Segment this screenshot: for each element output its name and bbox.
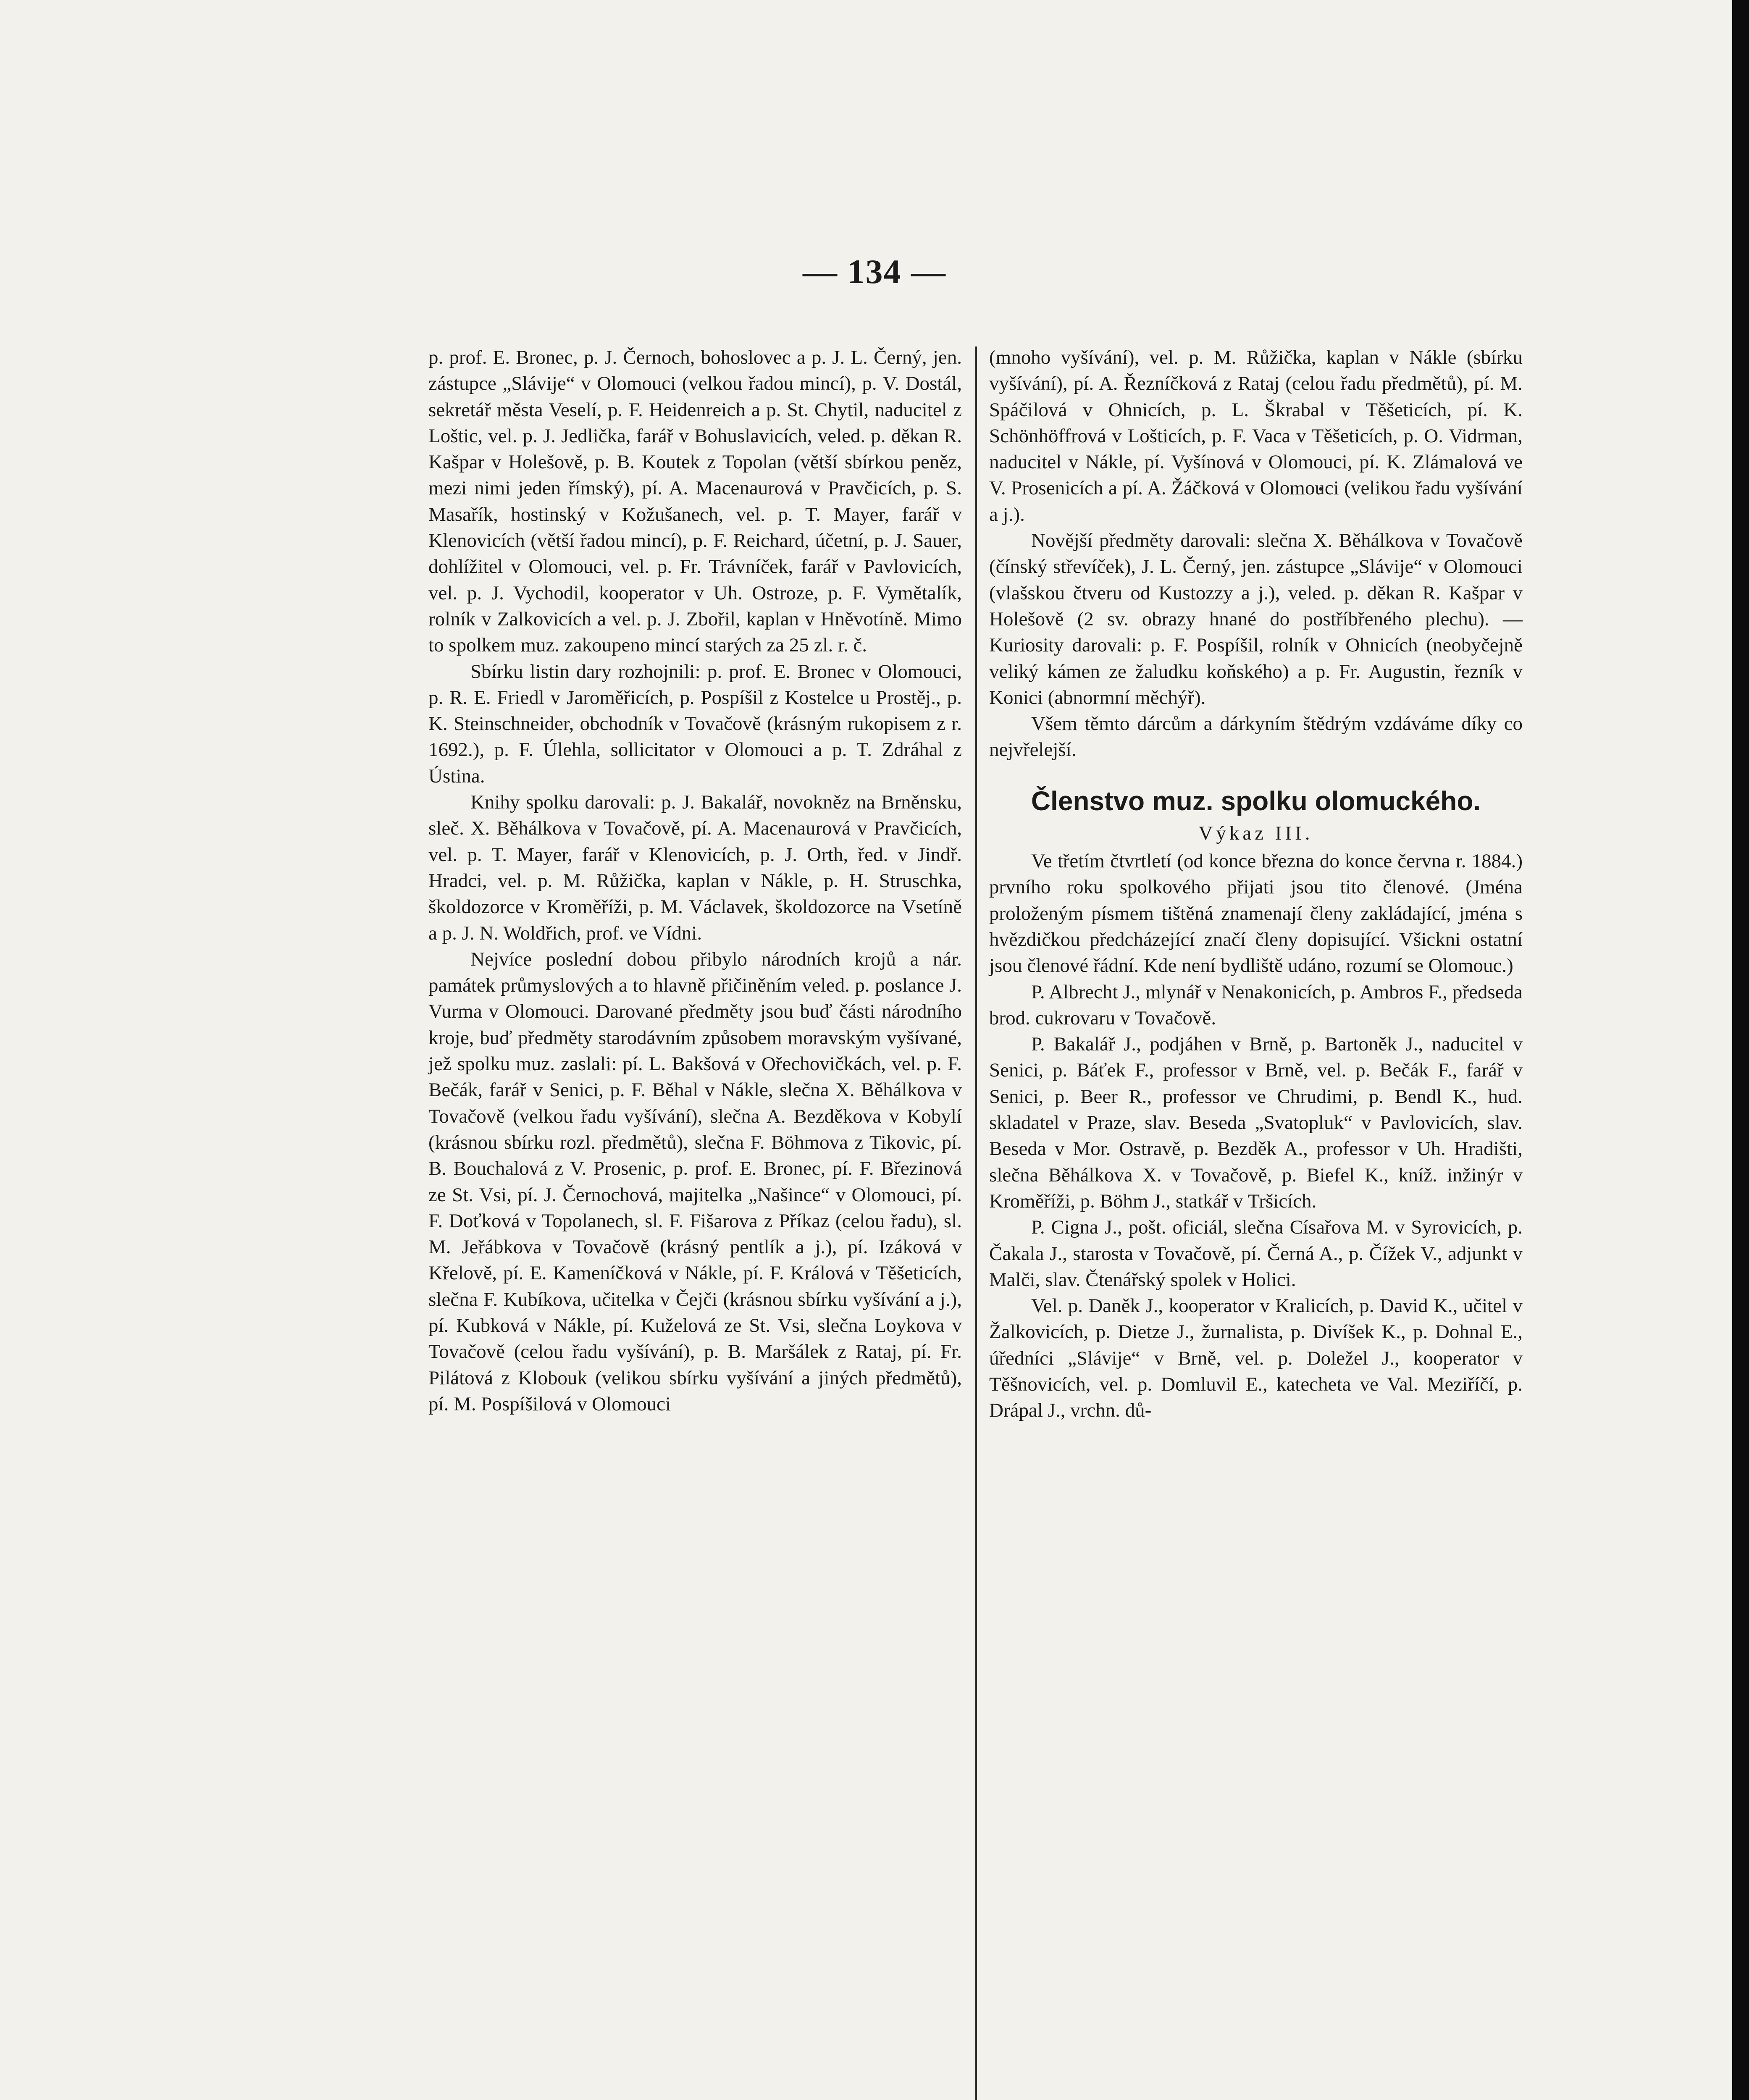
donor-paragraph: Sbírku listin dary rozhojnili: p. prof. E. Bronec v Olomouci, p. R. E. Friedl v Jaroměřicích, p. Pospíšil z Kostelce u Prostěj., p. K. Steinschneider, obchodník v Tovačově (krásným rukopisem z r. 1692.), p. F. Úlehla, sollicitator v Olomouci a p. T. Zdráhal z Ústina. (428, 660, 962, 787)
donor-paragraph: Novější předměty darovali: slečna X. Běhálkova v Tovačově (čínský střevíček), J. L. Černý, jen. zástupce „Slávije“ v Olomouci (vlašskou čtveru od Kustozzy a j.), veled. p. děkan R. Kašpar v Holešově (2 sv. obrazy hnané do postříbřeného plechu). — Kuriosity darovali: p. F. Pospíšil, rolník v Ohnicích (neobyčejně veliký kámen ze žaludku koňského) a p. Fr. Augustin, řezník v Konici (abnormní měchýř). (989, 530, 1523, 709)
intro-paragraph: Ve třetím čtvrtletí (od konce března do konce června r. 1884.) prvního roku spolkového přijati jsou tito členové. (Jména proloženým písmem tištěná znamenají členy zakládající, jména s hvězdičkou předcházející značí členy dopisující. Všickni ostatní jsou členové řádní. Kde není bydliště udáno, rozumí se Olomouc.) (989, 850, 1523, 977)
donor-paragraph: Knihy spolku darovali: p. J. Bakalář, novokněz na Brněnsku, sleč. X. Běhálkova v Tovačově, pí. A. Macenaurová v Pravčicích, vel. p. T. Mayer, farář v Klenovicích, p. J. Orth, řed. v Jindř. Hradci, vel. p. M. Růžička, kaplan v Nákle, p. H. Struschka, školdozorce v Kroměříži, p. M. Václavek, školdozorce na Vsetíně a p. J. N. Woldřich, prof. ve Vídni. (428, 791, 962, 944)
donor-paragraph: Nejvíce poslední dobou přibylo národních krojů a nár. památek průmyslových a to hlavně přičiněním veled. p. poslance J. Vurma v Olomouci. Darované předměty jsou buď části národního kroje, buď předměty starodávním způsobem moravským vyšívané, jež spolku muz. zaslali: pí. L. Bakšová v Ořechovičkách, vel. p. F. Bečák, farář v Senici, p. F. Běhal v Nákle, slečna X. Běhálkova v Tovačově (velkou řadu vyšívání), slečna A. Bezděkova v Kobylí (krásnou sbírku rozl. předmětů), slečna F. Böhmova z Tikovic, pí. B. Bouchalová z V. Prosenic, p. prof. E. Bronec, pí. F. Březinová ze St. Vsi, pí. J. Černochová, majitelka „Našince“ v Olomouci, pí. F. Doťková v Topolanech, sl. F. Fišarova z Příkaz (celou řadu), sl. M. Jeřábkova v Tovačově (krásný pentlík a j.), pí. Izáková v Křelově, pí. E. Kameníčková v Nákle, pí. F. Králová v Těšeticích, slečna F. Kubíkova, učitelka v Čejči (krásnou sbírku vyšívání a j.), pí. Kubková v Nákle, pí. Kuželová ze St. Vsi, slečna Loykova v Tovačově (celou řadu vyšívání), p. B. Maršálek z Rataj, pí. Fr. Pilátová z Klobouk (velikou sbírku vyšívání a jiných předmětů), pí. M. Pospíšilová v Olomouci (428, 948, 962, 1415)
column-divider (975, 346, 977, 2100)
right-column (989, 344, 1523, 1424)
page-number: — 134 — (803, 252, 946, 291)
member-list-paragraph: Vel. p. Daněk J., kooperator v Kralicích, p. David K., učitel v Žalkovicích, p. Dietze J., žurnalista, p. Divíšek K., p. Dohnal E., úředníci „Slávije“ v Brně, vel. p. Doležel J., kooperator v Těšnovicích, vel. p. Domluvil E., katecheta ve Val. Meziříčí, p. Drápal J., vrchn. dů- (989, 1295, 1523, 1422)
section-subheading: Výkaz III. (1198, 822, 1313, 844)
member-list-paragraph: P. Cigna J., pošt. oficiál, slečna Císařova M. v Syrovicích, p. Čakala J., starosta v Tovačově, pí. Černá A., p. Čížek V., adjunkt v Malči, slav. Čtenářský spolek v Holici. (989, 1216, 1523, 1291)
scan-right-edge (1732, 0, 1749, 2100)
section-heading: Členstvo muz. spolku olomuckého. (1031, 785, 1481, 816)
member-list-paragraph: P. Bakalář J., podjáhen v Brně, p. Bartoněk J., naducitel v Senici, p. Báťek F., professor v Brně, vel. p. Bečák F., farář v Senici, p. Beer R., professor ve Chrudimi, p. Bendl K., hud. skladatel v Praze, slav. Beseda „Svatopluk“ v Pavlovicích, slav. Beseda v Mor. Ostravě, p. Bezděk A., professor v Uh. Hradišti, slečna Běhálkova X. v Tovačově, p. Biefel K., kníž. inžinýr v Kroměříži, p. Böhm J., statkář v Tršicích. (989, 1033, 1523, 1212)
thanks-paragraph: Všem těmto dárcům a dárkyním štědrým vzdáváme díky co nejvřelejší. (989, 713, 1523, 761)
left-column (428, 344, 962, 1417)
member-list-paragraph: P. Albrecht J., mlynář v Nenakonicích, p. Ambros F., předseda brod. cukrovaru v Tovačově. (989, 981, 1523, 1029)
donor-paragraph: (mnoho vyšívání), vel. p. M. Růžička, kaplan v Nákle (sbírku vyšívání), pí. A. Řezníčková z Rataj (celou řadu předmětů), pí. M. Spáčilová v Ohnicích, p. L. Škrabal v Těšeticích, pí. K. Schönhöffrová v Lošticích, p. F. Vaca v Těšeticích, p. O. Vidrman, naducitel v Nákle, pí. Vyšínová v Olomouci, pí. K. Zlámalová ve V. Prosenicích a pí. A. Žáčková v Olomouci (velikou řadu vyšívání a j.). (989, 346, 1523, 525)
donor-paragraph: p. prof. E. Bronec, p. J. Černoch, bohoslovec a p. J. L. Černý, jen. zástupce „Slávije“ v Olomouci (velkou řadou mincí), p. V. Dostál, sekretář města Veselí, p. F. Heidenreich a p. St. Chytil, naducitel z Loštic, vel. p. J. Jedlička, farář v Bohuslavicích, veled. p. děkan R. Kašpar v Holešově, p. B. Koutek z Topolan (větší sbírkou peněz, mezi nimi jeden římský), pí. A. Macenaurová v Pravčicích, p. S. Masařík, hostinský v Kožušanech, vel. p. T. Mayer, farář v Klenovicích (větší řadou mincí), p. F. Reichard, účetní, p. J. Sauer, dohlížitel v Olomouci, vel. p. Fr. Trávníček, farář v Pavlovicích, vel. p. J. Vychodil, kooperator v Uh. Ostroze, p. F. Vymětalík, rolník v Zalkovicích a vel. p. J. Zbořil, kaplan v Hněvotíně. Mimo to spolkem muz. zakoupeno mincí starých za 25 zl. r. č. (428, 346, 962, 656)
